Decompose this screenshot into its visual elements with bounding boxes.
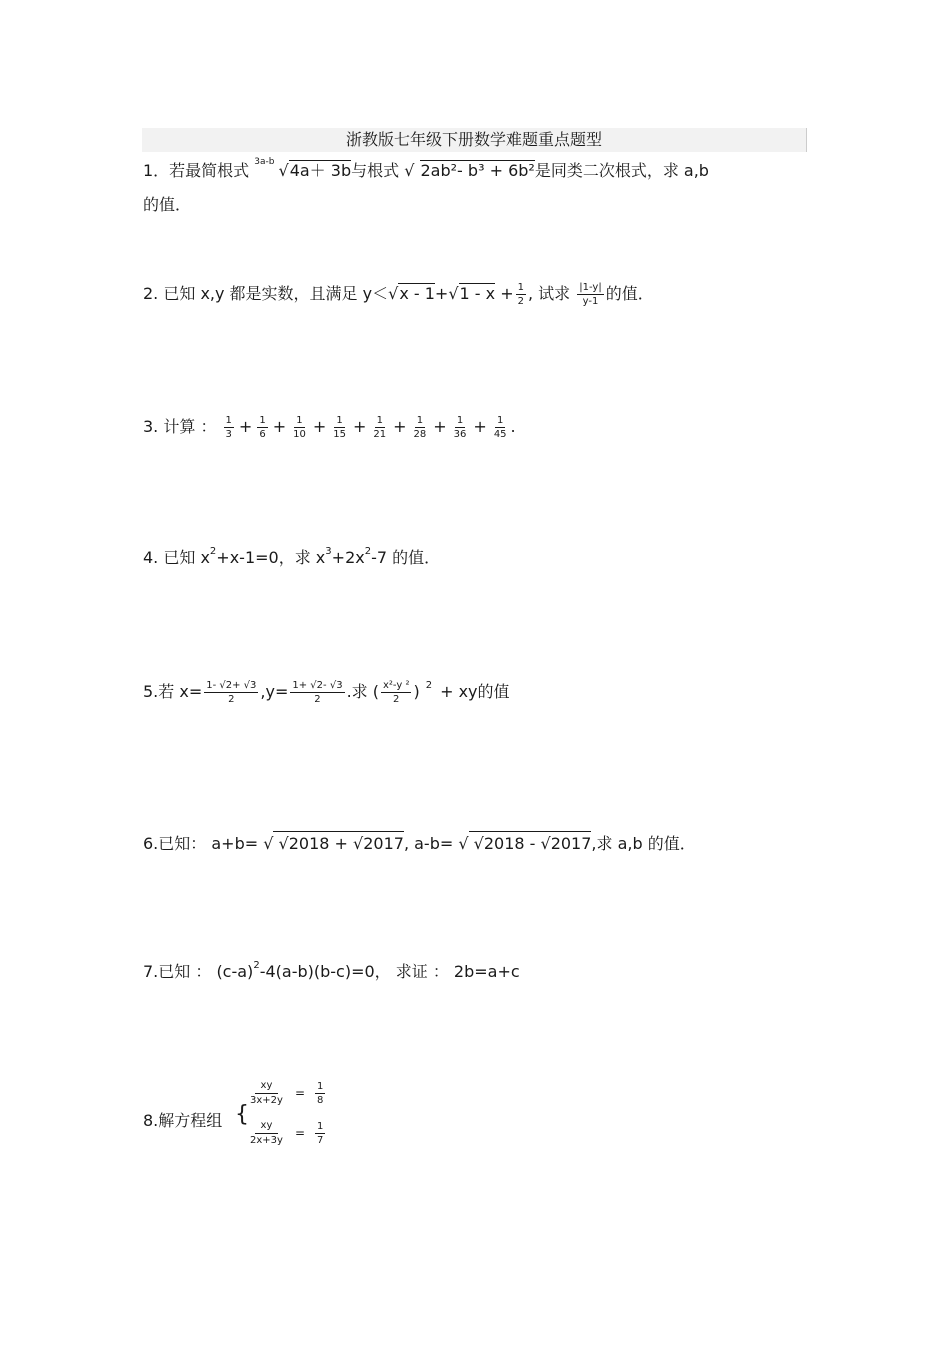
q6-outer-radicand-1: √2018 + √2017 bbox=[273, 831, 404, 853]
q3-fraction-term bbox=[492, 415, 509, 440]
q8-eq1-equals: = bbox=[294, 1086, 306, 1100]
plus-sign: + bbox=[352, 417, 367, 436]
fraction-denominator: 2x+3y bbox=[250, 1135, 283, 1146]
q7-exponent: 2 bbox=[253, 960, 260, 971]
question-7 bbox=[143, 962, 520, 985]
fraction-numerator: xy bbox=[255, 1120, 279, 1134]
q4-text-d: -7 的值． bbox=[371, 548, 441, 567]
q8-brace: { bbox=[235, 1102, 249, 1127]
q3-fraction-term bbox=[371, 415, 388, 440]
q5-suffix: + xy的值 bbox=[440, 682, 510, 701]
q1-mid: 与根式 bbox=[351, 161, 400, 180]
q3-fraction-term bbox=[452, 415, 469, 440]
fraction-denominator: 6 bbox=[259, 429, 266, 440]
fraction-numerator: 1 bbox=[456, 415, 464, 426]
title-bar bbox=[142, 128, 807, 152]
q5-mid-2: .求 ( bbox=[346, 682, 379, 701]
question-5 bbox=[143, 680, 510, 705]
q6-prefix: 6.已知： a+b= bbox=[143, 834, 259, 853]
q8-eq2-left-fraction bbox=[248, 1120, 285, 1146]
q8-eq2-equals: = bbox=[294, 1126, 306, 1140]
q2-mid: , 试求 bbox=[527, 284, 571, 303]
question-3 bbox=[143, 415, 516, 440]
q6-outer-radical-2: √ √2018 - √2017 bbox=[458, 834, 591, 854]
q7-text-b: -4(a-b)(b-c)=0， 求证 ： 2b=a+c bbox=[259, 962, 520, 981]
plus-sign: + bbox=[393, 417, 407, 436]
q1-prefix: 1．若最简根式 bbox=[143, 161, 250, 180]
fraction-denominator: 21 bbox=[373, 429, 387, 440]
q6-inner-4: 2017 bbox=[550, 834, 592, 853]
fraction-numerator: |1-y| bbox=[579, 282, 602, 293]
fraction-numerator: x²-y ² bbox=[383, 680, 410, 691]
q3-fraction-term bbox=[224, 415, 234, 440]
q3-prefix: 3. 计算 ： bbox=[143, 417, 217, 436]
plus-sign: + bbox=[272, 417, 287, 436]
q1-radicand-2: 2ab²- b³ + 6b² bbox=[420, 161, 535, 180]
q2-radicand-1: x - 1 bbox=[399, 284, 435, 303]
question-1-line-2: 的值． bbox=[143, 195, 192, 214]
q2-suffix: 的值． bbox=[605, 284, 654, 303]
q6-inner-1: 2018 + bbox=[288, 834, 348, 853]
q4-exponent-b: 3 bbox=[325, 546, 332, 557]
fraction-numerator: 1 bbox=[416, 415, 424, 426]
fraction-numerator: 1 bbox=[317, 1120, 324, 1132]
q6-inner-2: 2017 bbox=[363, 834, 404, 853]
q3-fraction-term bbox=[412, 415, 429, 440]
fraction-denominator: 2 bbox=[517, 296, 524, 307]
plus-sign: + bbox=[433, 417, 447, 436]
q2-plus-2: + bbox=[500, 284, 514, 303]
plus-sign: + bbox=[312, 417, 327, 436]
q5-prefix: 5.若 x= bbox=[143, 682, 203, 701]
fraction-denominator: 15 bbox=[333, 429, 346, 440]
q5-close-paren: ) bbox=[413, 682, 420, 701]
q5-mid-1: ,y= bbox=[260, 682, 289, 701]
q8-label: 8.解方程组 bbox=[143, 1111, 223, 1130]
fraction-denominator: 36 bbox=[453, 429, 467, 440]
q4-text-c: +2x bbox=[331, 548, 365, 567]
fraction-numerator: 1+ √2- √3 bbox=[292, 680, 343, 691]
plus-sign: + bbox=[473, 417, 487, 436]
fraction-denominator: 2 bbox=[393, 694, 400, 705]
q6-outer-radical-1: √ √2018 + √2017 bbox=[263, 834, 404, 854]
q8-eq2-right-fraction bbox=[315, 1121, 325, 1146]
q2-radical-1: √x - 1 bbox=[388, 284, 435, 303]
question-6 bbox=[143, 834, 696, 854]
q6-inner-3: 2018 - bbox=[483, 834, 536, 853]
question-2 bbox=[143, 282, 654, 307]
fraction-denominator: 3x+2y bbox=[250, 1095, 283, 1106]
q4-text-b: +x-1=0，求 x bbox=[216, 548, 326, 567]
fraction-numerator: 1 bbox=[517, 282, 524, 293]
q2-half-fraction bbox=[516, 282, 526, 307]
plus-sign: + bbox=[238, 417, 253, 436]
fraction-numerator: 1 bbox=[336, 415, 343, 426]
page-title: 浙教版七年级下册数学难题重点题型 bbox=[345, 130, 602, 149]
q6-mid: , a-b= bbox=[403, 834, 454, 853]
fraction-numerator: 1 bbox=[259, 415, 266, 426]
fraction-denominator: 2 bbox=[228, 694, 235, 705]
fraction-denominator: 3 bbox=[225, 429, 232, 440]
q3-end: . bbox=[510, 417, 516, 436]
q1-suffix: 是同类二次根式，求 a,b bbox=[534, 161, 709, 180]
fraction-denominator: 8 bbox=[317, 1094, 324, 1106]
fraction-numerator: 1 bbox=[376, 415, 383, 426]
fraction-numerator: 1 bbox=[225, 415, 232, 426]
q2-radical-2: √1 - x bbox=[448, 284, 496, 303]
q3-fraction-term bbox=[257, 415, 267, 440]
q4-text-a: 4. 已知 x bbox=[143, 548, 210, 567]
q2-radicand-2: 1 - x bbox=[459, 284, 496, 303]
q1-root-index: 3a-b bbox=[254, 157, 275, 167]
question-1 bbox=[143, 157, 709, 184]
q7-text-a: 7.已知 ： (c-a) bbox=[143, 962, 254, 981]
q1-radical-2: √ 2ab²- b³ + 6b² bbox=[404, 161, 535, 180]
fraction-numerator: 1 bbox=[296, 415, 303, 426]
q5-exponent: 2 bbox=[425, 680, 433, 691]
fraction-numerator: 1 bbox=[317, 1080, 324, 1092]
fraction-denominator: 28 bbox=[413, 429, 427, 440]
fraction-denominator: 7 bbox=[317, 1134, 324, 1146]
fraction-numerator: xy bbox=[255, 1080, 279, 1094]
q1-radical-1: √4a＋ 3b bbox=[278, 161, 352, 180]
q5-expression-fraction bbox=[381, 680, 411, 705]
q1-radicand-1: 4a＋ 3b bbox=[289, 161, 352, 180]
q3-sum-terms bbox=[222, 415, 511, 440]
q5-y-fraction bbox=[290, 680, 344, 705]
fraction-denominator: 2 bbox=[314, 694, 321, 705]
q8-eq1-right-fraction bbox=[315, 1081, 325, 1106]
q5-x-fraction bbox=[204, 680, 258, 705]
q8-equation-1 bbox=[246, 1080, 327, 1106]
q2-prefix: 2. 已知 x,y 都是实数，且满足 y＜ bbox=[143, 284, 389, 303]
fraction-numerator: 1 bbox=[496, 415, 504, 426]
q4-exponent-c: 2 bbox=[364, 546, 372, 557]
q8-eq1-left-fraction bbox=[248, 1080, 285, 1106]
q6-outer-radicand-2: √2018 - √2017 bbox=[469, 831, 592, 853]
fraction-denominator: 10 bbox=[293, 429, 306, 440]
q6-suffix: ,求 a,b 的值． bbox=[591, 834, 696, 853]
question-4 bbox=[143, 548, 440, 571]
q2-abs-fraction bbox=[577, 282, 603, 307]
q2-plus: + bbox=[434, 284, 449, 303]
fraction-numerator: 1- √2+ √3 bbox=[206, 680, 257, 691]
q4-exponent-a: 2 bbox=[209, 546, 217, 557]
q3-fraction-term bbox=[331, 415, 348, 440]
q8-equation-2 bbox=[246, 1120, 327, 1146]
fraction-denominator: y-1 bbox=[582, 296, 599, 307]
q3-fraction-term bbox=[291, 415, 308, 440]
fraction-denominator: 45 bbox=[493, 429, 507, 440]
